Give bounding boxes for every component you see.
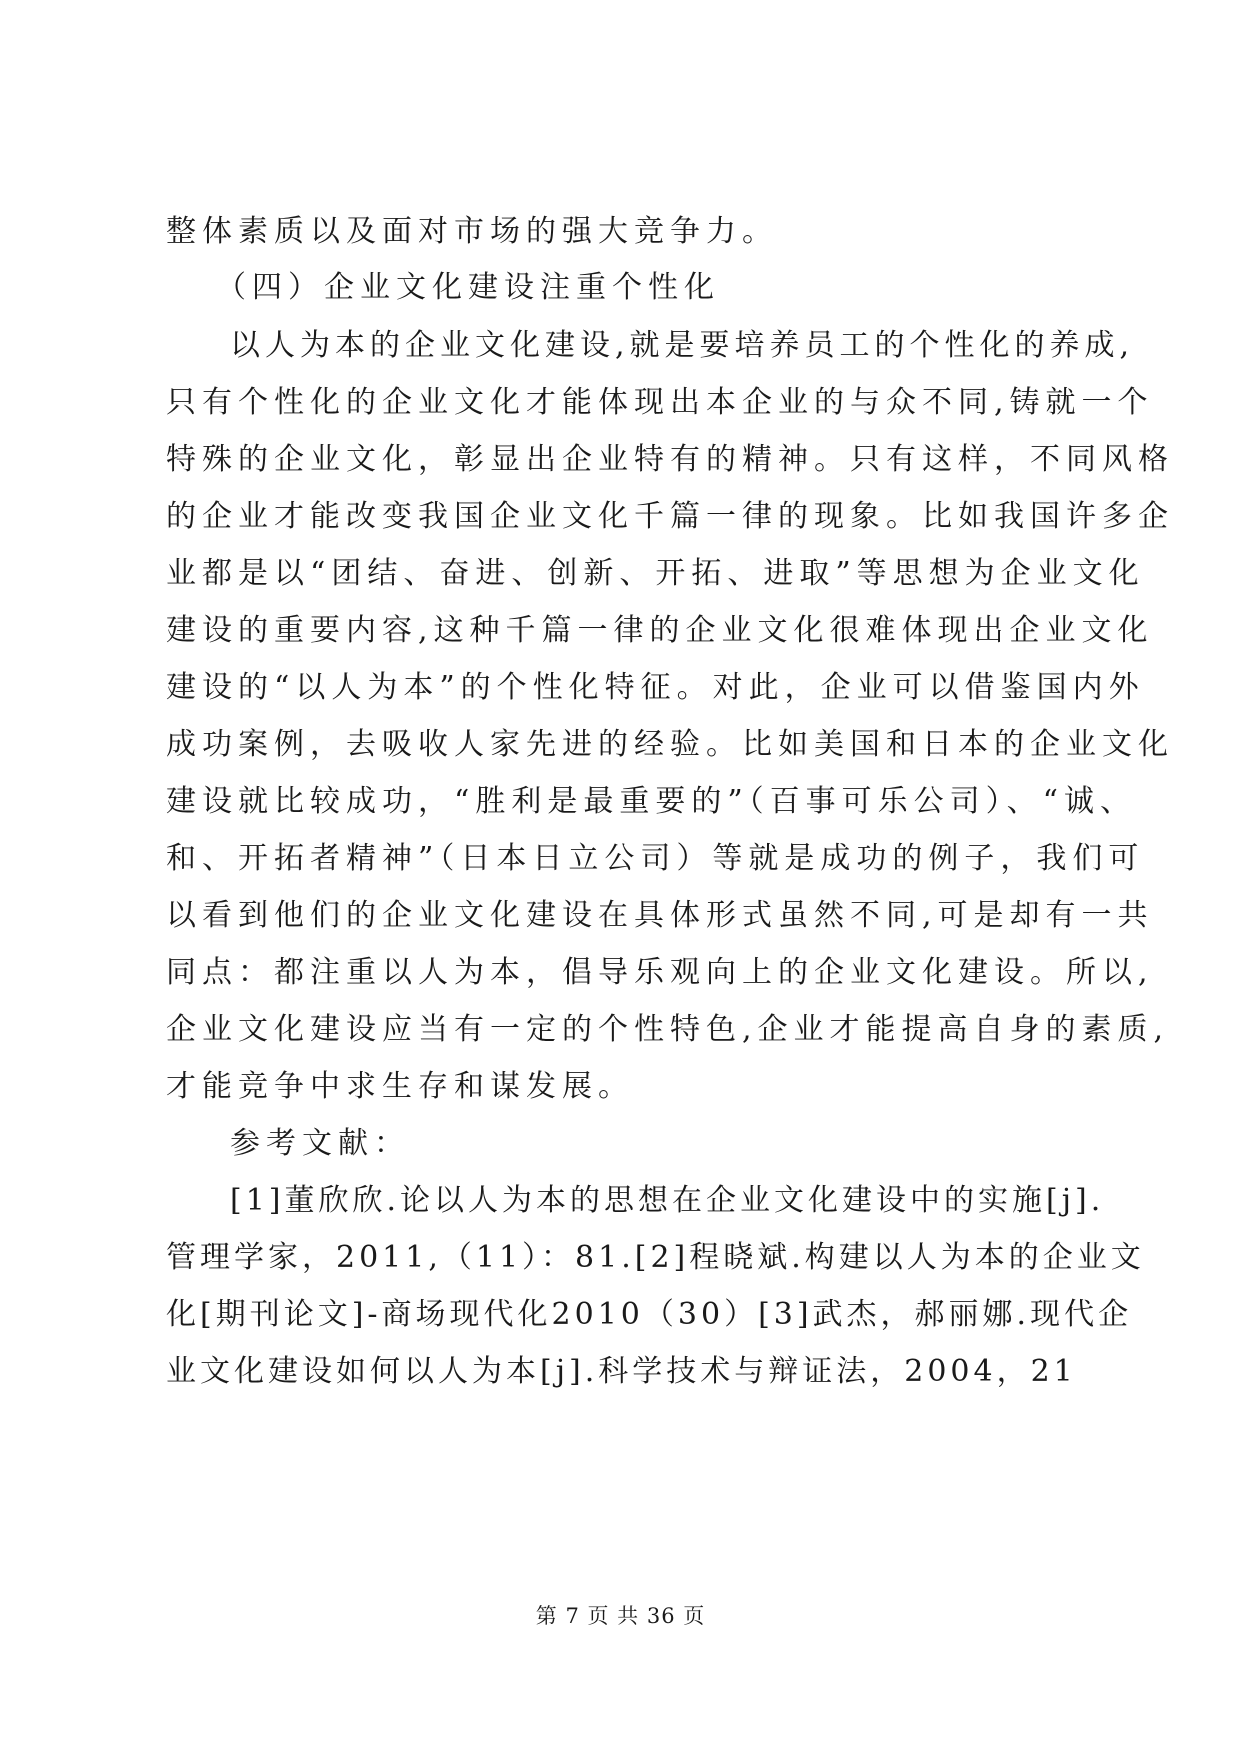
text-line: 以人为本的企业文化建设,就是要培养员工的个性化的养成,	[230, 328, 1135, 363]
text-line: 特殊的企业文化，彰显出企业特有的精神。只有这样，不同风格	[166, 442, 1174, 477]
text-line: 和、开拓者精神”（日本日立公司）等就是成功的例子，我们可	[166, 841, 1145, 876]
text-line: 才能竞争中求生存和谋发展。	[166, 1069, 634, 1104]
reference-line: [1]董欣欣.论以人为本的思想在企业文化建设中的实施[j].	[230, 1183, 1105, 1218]
text-line: 建设的重要内容,这种千篇一律的企业文化很难体现出企业文化	[166, 613, 1154, 648]
text-line: 以看到他们的企业文化建设在具体形式虽然不同,可是却有一共	[166, 898, 1154, 933]
reference-line: 管理学家，2011,（11）：81.[2]程晓斌.构建以人为本的企业文	[166, 1240, 1145, 1275]
text-line: 同点：都注重以人为本，倡导乐观向上的企业文化建设。所以,	[166, 955, 1154, 990]
text-line: 建设的“以人为本”的个性化特征。对此，企业可以借鉴国内外	[166, 670, 1145, 705]
page-number-footer: 第 7 页 共 36 页	[535, 1604, 706, 1628]
text-line: 只有个性化的企业文化才能体现出本企业的与众不同,铸就一个	[166, 385, 1154, 420]
section-heading: （四）企业文化建设注重个性化	[216, 270, 720, 305]
text-line: 业都是以“团结、奋进、创新、开拓、进取”等思想为企业文化	[166, 556, 1145, 591]
references-heading: 参考文献：	[230, 1126, 410, 1161]
text-line: 整体素质以及面对市场的强大竞争力。	[166, 214, 778, 249]
text-line: 的企业才能改变我国企业文化千篇一律的现象。比如我国许多企	[166, 499, 1174, 534]
reference-line: 业文化建设如何以人为本[j].科学技术与辩证法，2004，21	[166, 1354, 1077, 1389]
reference-line: 化[期刊论文]-商场现代化2010（30）[3]武杰，郝丽娜.现代企	[166, 1297, 1133, 1332]
text-line: 建设就比较成功，“胜利是最重要的”（百事可乐公司）、“诚、	[166, 784, 1137, 819]
text-line: 企业文化建设应当有一定的个性特色,企业才能提高自身的素质,	[166, 1012, 1170, 1047]
text-line: 成功案例，去吸收人家先进的经验。比如美国和日本的企业文化	[166, 727, 1174, 762]
